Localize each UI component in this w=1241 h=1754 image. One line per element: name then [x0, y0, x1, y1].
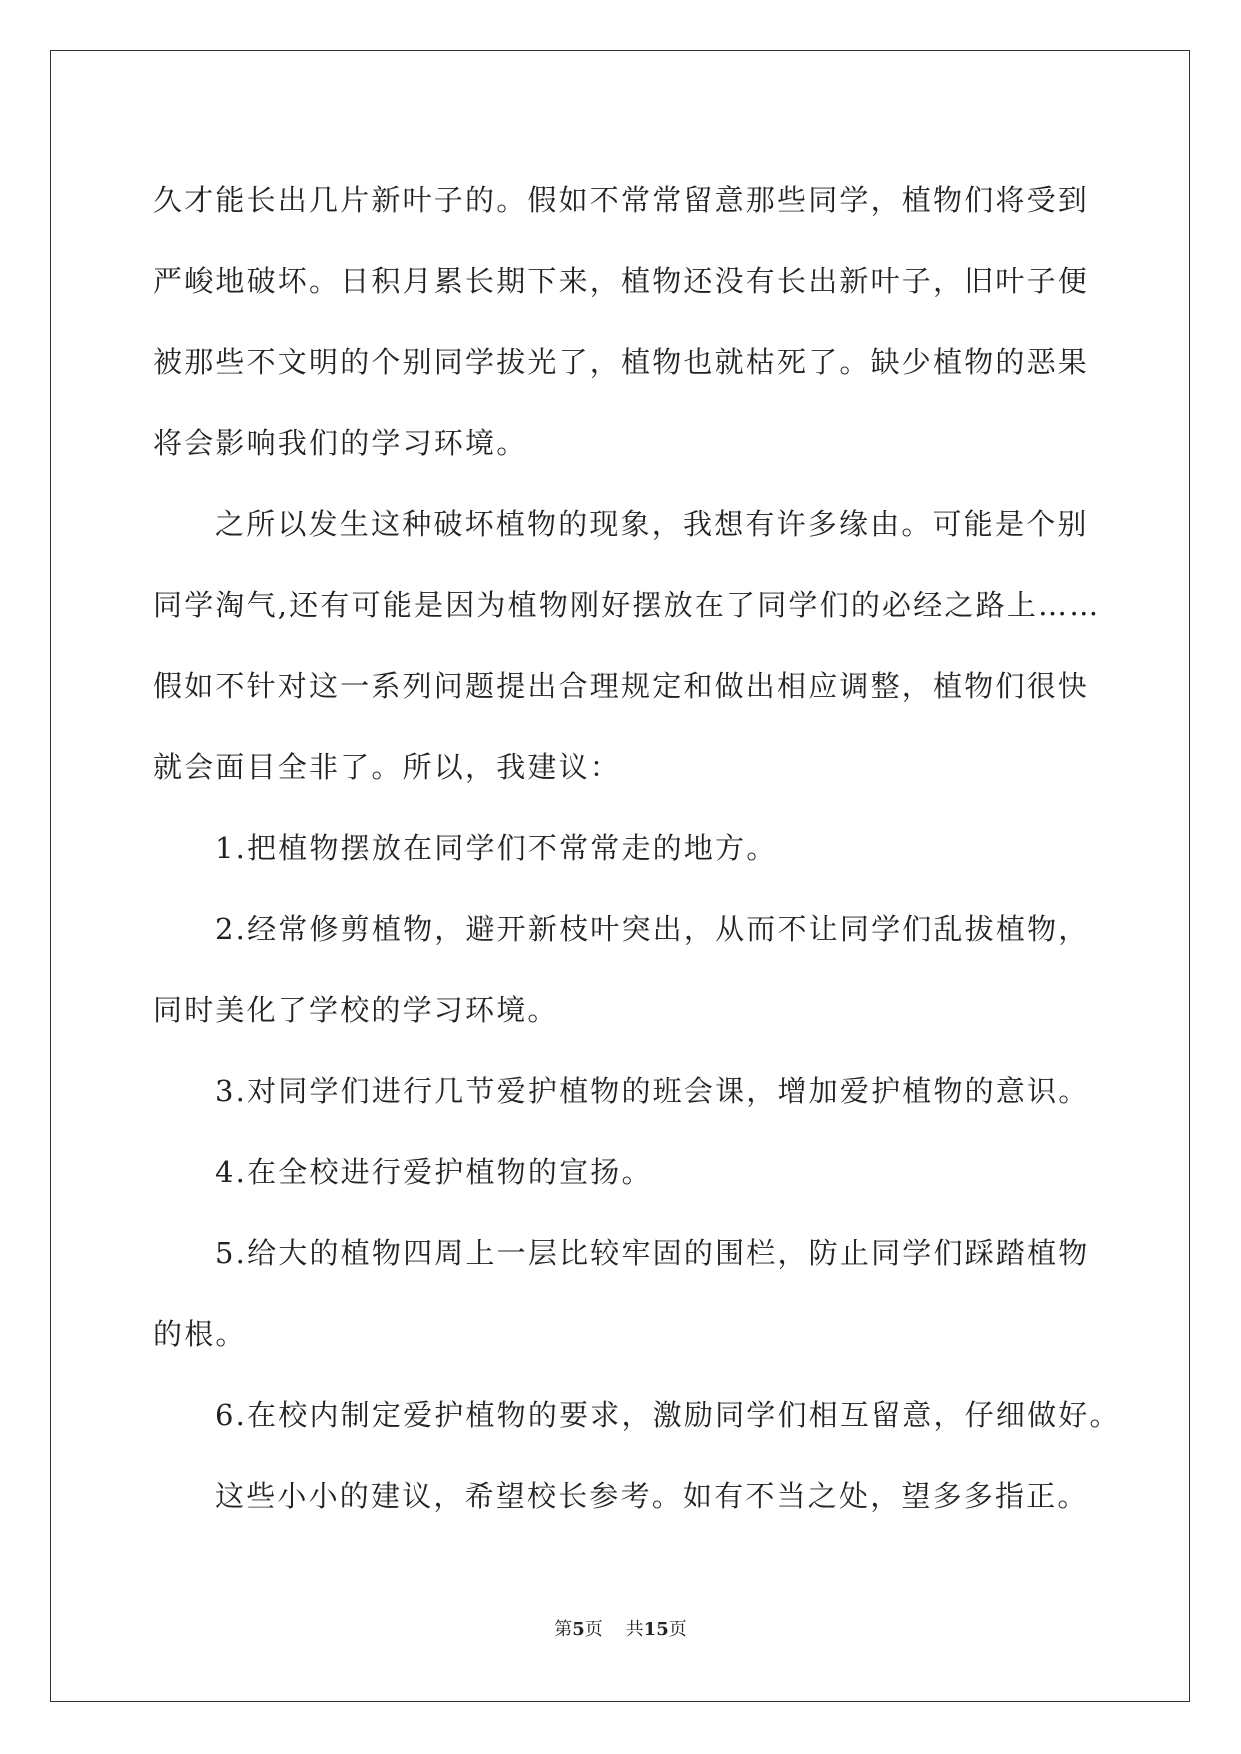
- footer-total-unit: 页: [668, 1619, 687, 1640]
- text-line: 严峻地破坏。日积月累长期下来，植物还没有长出新叶子，旧叶子便: [153, 264, 1090, 298]
- text-line: 被那些不文明的个别同学拔光了，植物也就枯死了。缺少植物的恶果: [153, 345, 1090, 379]
- list-item-1: 1.把植物摆放在同学们不常常走的地方。: [215, 831, 778, 865]
- list-item-2-continued: 同时美化了学校的学习环境。: [153, 993, 559, 1027]
- list-item-4: 4.在全校进行爱护植物的宣扬。: [215, 1155, 653, 1189]
- text-line: 同学淘气,还有可能是因为植物刚好摆放在了同学们的必经之路上……: [153, 588, 1101, 622]
- text-line: 就会面目全非了。所以，我建议：: [153, 750, 622, 784]
- footer-total-prefix: 共: [625, 1619, 644, 1640]
- page-footer: [0, 1618, 1241, 1642]
- paragraph-first-line: 之所以发生这种破坏植物的现象，我想有许多缘由。可能是个别: [215, 507, 1089, 541]
- total-pages-number: 15: [643, 1619, 669, 1640]
- footer-page-unit: 页: [584, 1619, 603, 1640]
- text-line: 假如不针对这一系列问题提出合理规定和做出相应调整，植物们很快: [153, 669, 1090, 703]
- list-item-5: 5.给大的植物四周上一层比较牢固的围栏，防止同学们踩踏植物: [215, 1236, 1090, 1270]
- list-item-3: 3.对同学们进行几节爱护植物的班会课，增加爱护植物的意识。: [215, 1074, 1090, 1108]
- list-item-6: 6.在校内制定爱护植物的要求，激励同学们相互留意，仔细做好。: [215, 1398, 1121, 1432]
- closing-paragraph: 这些小小的建议，希望校长参考。如有不当之处，望多多指正。: [215, 1479, 1089, 1513]
- text-line: 久才能长出几片新叶子的。假如不常常留意那些同学，植物们将受到: [153, 183, 1090, 217]
- current-page-number: 5: [572, 1619, 585, 1640]
- list-item-2: 2.经常修剪植物，避开新枝叶突出，从而不让同学们乱拔植物，: [215, 912, 1090, 946]
- footer-prefix: 第: [554, 1619, 573, 1640]
- list-item-5-continued: 的根。: [153, 1317, 247, 1351]
- document-body: [153, 160, 1121, 1537]
- text-line: 将会影响我们的学习环境。: [153, 426, 528, 460]
